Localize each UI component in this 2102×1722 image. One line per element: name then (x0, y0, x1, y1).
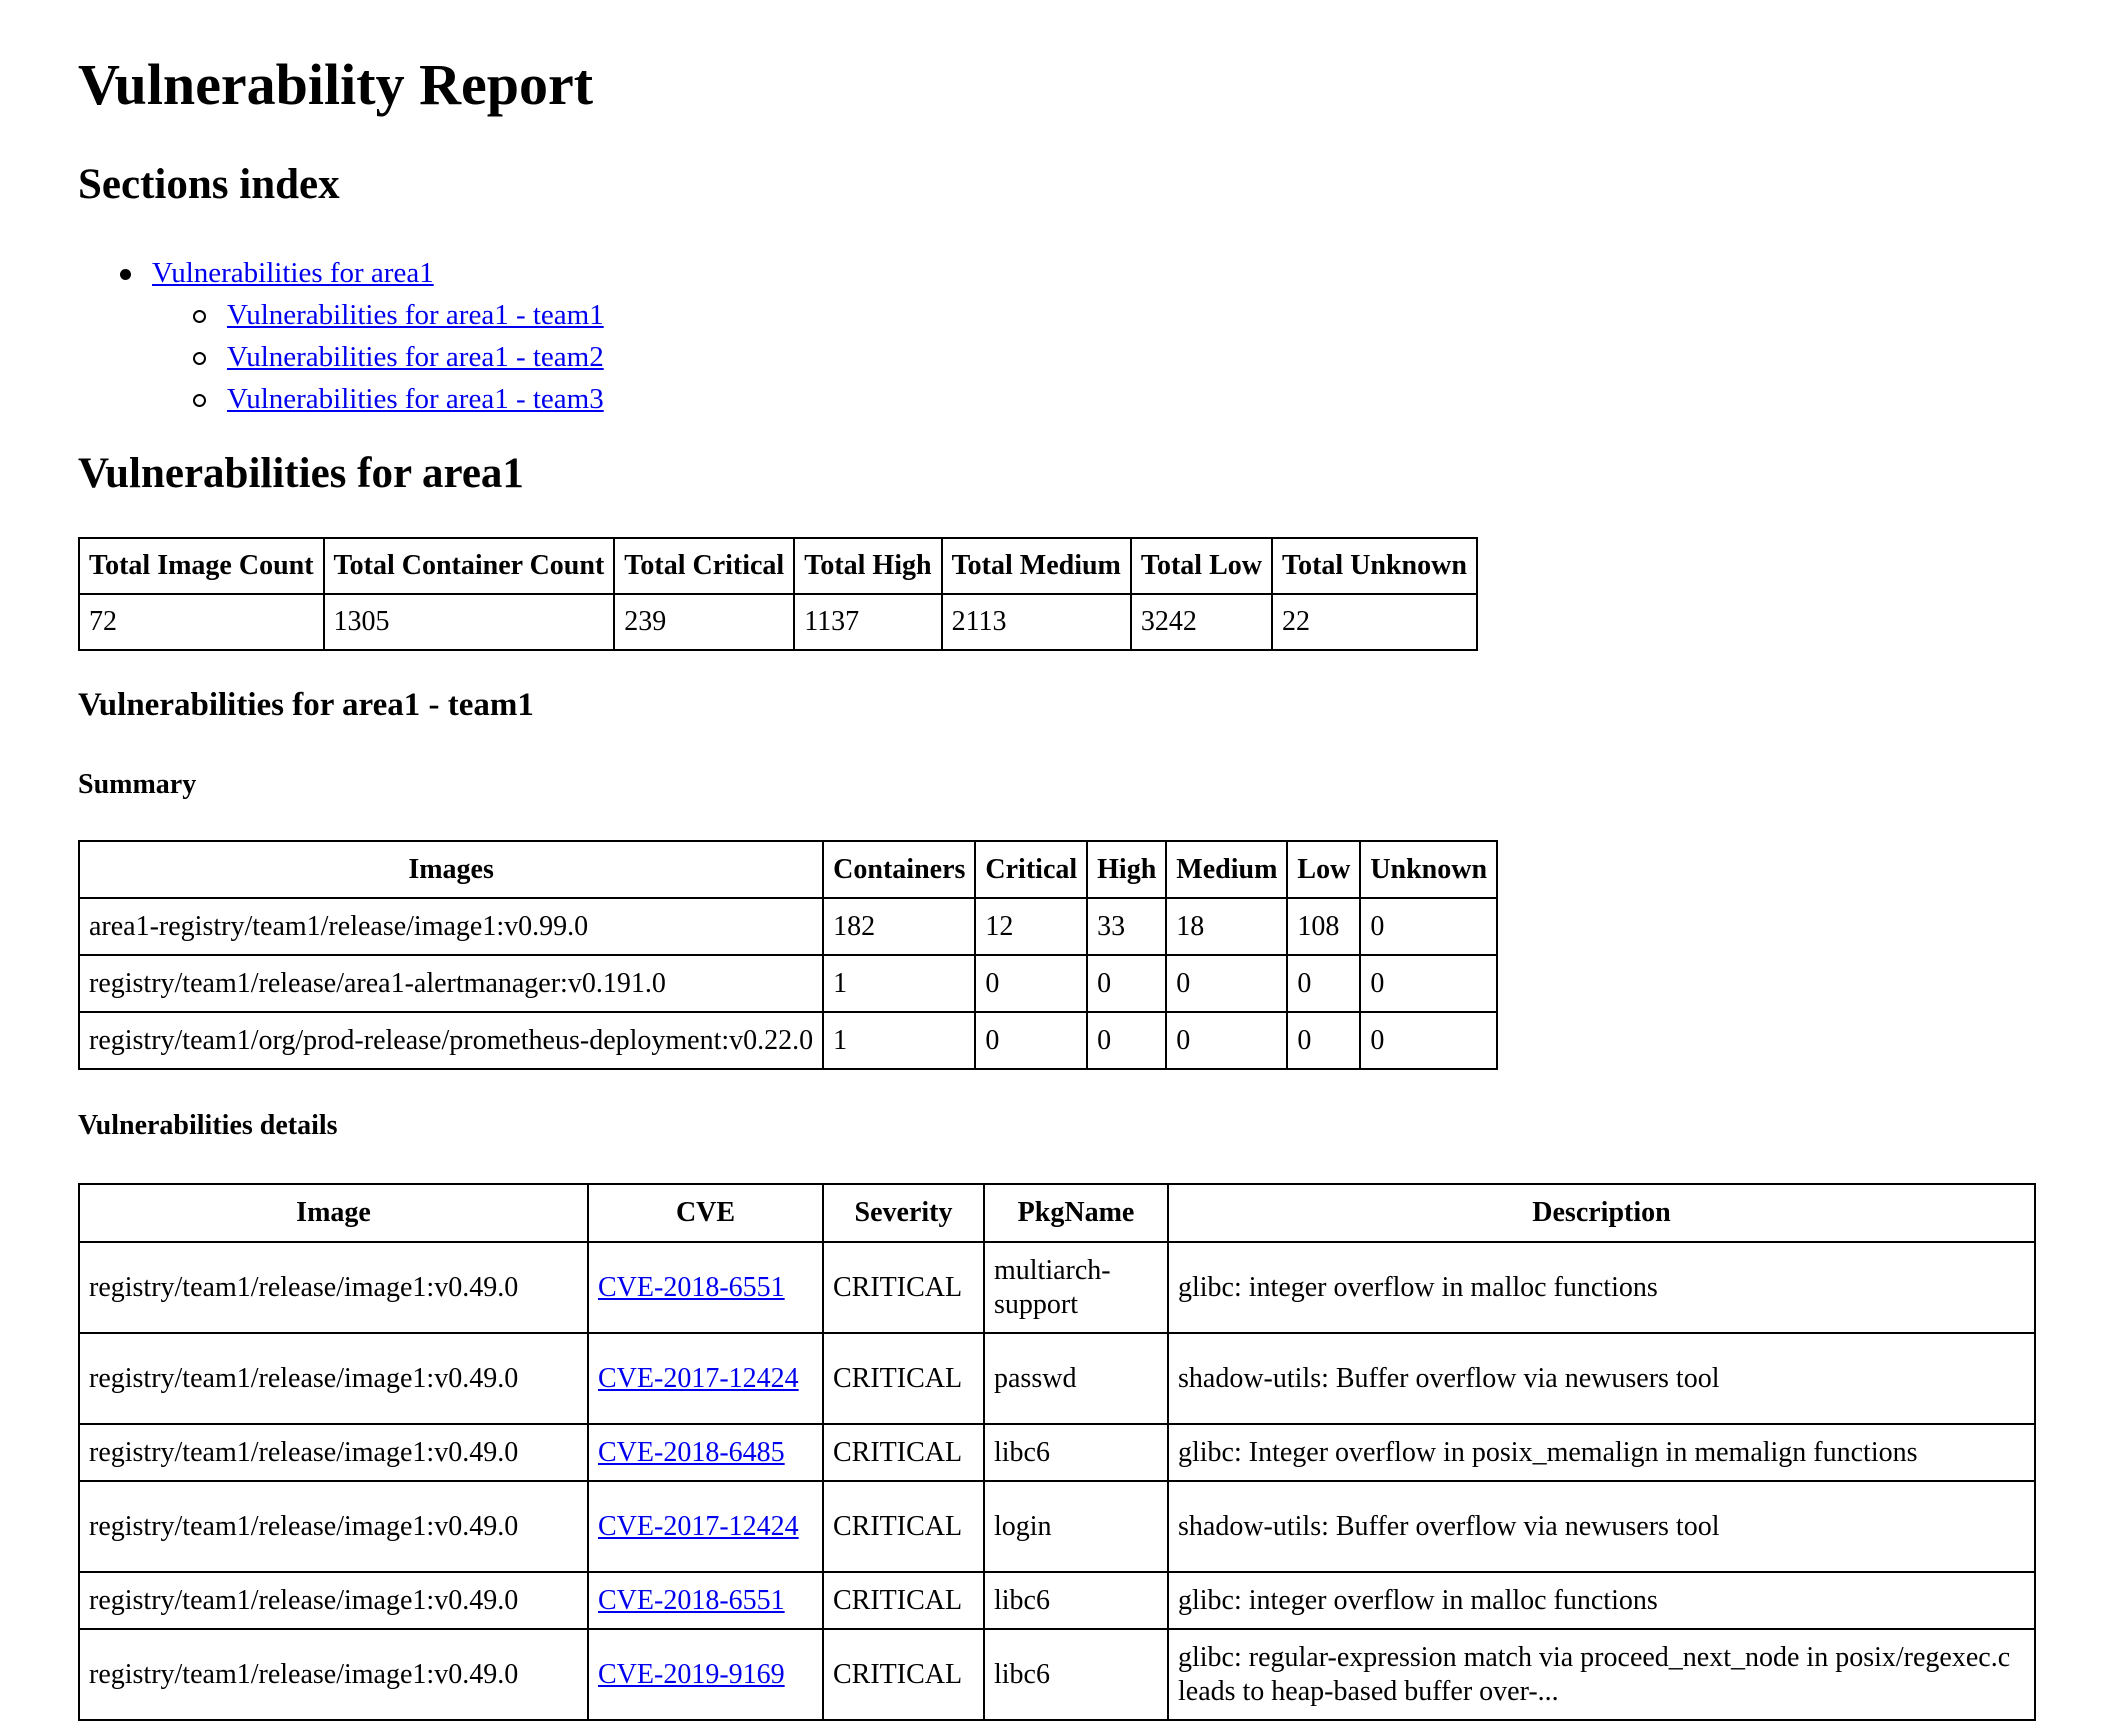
summary-cell: 0 (1360, 1012, 1497, 1069)
summary-header-cell: Critical (975, 841, 1087, 898)
detail-description-cell: shadow-utils: Buffer overflow via newusers tool (1168, 1333, 2035, 1424)
table-row (79, 1242, 2035, 1333)
summary-cell: area1-registry/team1/release/image1:v0.99.0 (79, 898, 823, 955)
detail-pkg-cell: libc6 (984, 1572, 1168, 1629)
summary-cell: 0 (1166, 1012, 1287, 1069)
detail-severity-cell: CRITICAL (823, 1333, 984, 1424)
detail-pkg-cell: login (984, 1481, 1168, 1572)
totals-value-cell: 239 (614, 594, 794, 650)
details-header-cell: Image (79, 1184, 588, 1242)
summary-cell: 33 (1087, 898, 1166, 955)
summary-row (79, 955, 1497, 1012)
team-heading: Vulnerabilities for area1 - team1 (78, 687, 534, 723)
details-header-cell: Description (1168, 1184, 2035, 1242)
totals-header-cell: Total Critical (614, 538, 794, 594)
index-item-area1 (78, 252, 604, 294)
details-header-cell: PkgName (984, 1184, 1168, 1242)
sections-index-heading: Sections index (78, 161, 340, 208)
totals-header-cell: Total Medium (942, 538, 1131, 594)
details-table (78, 1183, 2036, 1721)
table-row (79, 1629, 2035, 1720)
summary-cell: 1 (823, 955, 975, 1012)
detail-pkg-cell: libc6 (984, 1424, 1168, 1481)
summary-header-cell: Low (1287, 841, 1360, 898)
table-row (79, 1481, 2035, 1572)
index-link-area1-team1[interactable]: Vulnerabilities for area1 - team1 (227, 299, 604, 331)
summary-header-row (79, 841, 1497, 898)
table-row (79, 1424, 2035, 1481)
totals-value-cell: 1305 (324, 594, 615, 650)
index-item-area1-team2 (78, 336, 604, 378)
detail-image-cell: registry/team1/release/image1:v0.49.0 (79, 1629, 588, 1720)
totals-header-cell: Total Image Count (79, 538, 324, 594)
summary-cell: 1 (823, 1012, 975, 1069)
index-link-area1-team3[interactable]: Vulnerabilities for area1 - team3 (227, 383, 604, 415)
summary-cell: 0 (1360, 955, 1497, 1012)
detail-cve-cell (588, 1572, 823, 1629)
totals-value-cell: 72 (79, 594, 324, 650)
summary-header-cell: Unknown (1360, 841, 1497, 898)
table-row (79, 1572, 2035, 1629)
details-header-row (79, 1184, 2035, 1242)
detail-description-cell: glibc: integer overflow in malloc functions (1168, 1572, 2035, 1629)
table-row (79, 1333, 2035, 1424)
totals-header-cell: Total Low (1131, 538, 1272, 594)
index-link-area1[interactable]: Vulnerabilities for area1 (152, 257, 434, 289)
summary-table (78, 840, 1498, 1070)
summary-header-cell: Images (79, 841, 823, 898)
summary-cell: 18 (1166, 898, 1287, 955)
summary-cell: 108 (1287, 898, 1360, 955)
index-item-area1-team3 (78, 378, 604, 420)
summary-cell: 0 (1166, 955, 1287, 1012)
detail-description-cell: glibc: Integer overflow in posix_memalign in memalign functions (1168, 1424, 2035, 1481)
summary-cell: 0 (975, 1012, 1087, 1069)
detail-severity-cell: CRITICAL (823, 1242, 984, 1333)
summary-cell: 0 (1287, 955, 1360, 1012)
detail-description-cell: shadow-utils: Buffer overflow via newusers tool (1168, 1481, 2035, 1572)
details-header-cell: CVE (588, 1184, 823, 1242)
detail-pkg-cell: passwd (984, 1333, 1168, 1424)
detail-cve-cell (588, 1424, 823, 1481)
summary-header-cell: Containers (823, 841, 975, 898)
index-item-area1-team1 (78, 294, 604, 336)
detail-pkg-cell: multiarch-support (984, 1242, 1168, 1333)
summary-cell: 0 (1087, 955, 1166, 1012)
totals-header-cell: Total Container Count (324, 538, 615, 594)
summary-cell: registry/team1/release/area1-alertmanager:v0.191.0 (79, 955, 823, 1012)
detail-description-cell: glibc: integer overflow in malloc functions (1168, 1242, 2035, 1333)
detail-image-cell: registry/team1/release/image1:v0.49.0 (79, 1481, 588, 1572)
detail-cve-cell (588, 1242, 823, 1333)
detail-cve-cell (588, 1629, 823, 1720)
cve-link[interactable]: CVE-2019-9169 (598, 1658, 785, 1690)
totals-header-cell: Total High (794, 538, 941, 594)
detail-description-cell: glibc: regular-expression match via proceed_next_node in posix/regexec.c leads to heap-based buffer over-... (1168, 1629, 2035, 1720)
totals-value-row (79, 594, 1477, 650)
cve-link[interactable]: CVE-2017-12424 (598, 1510, 799, 1542)
summary-cell: 182 (823, 898, 975, 955)
detail-severity-cell: CRITICAL (823, 1629, 984, 1720)
totals-value-cell: 2113 (942, 594, 1131, 650)
cve-link[interactable]: CVE-2018-6551 (598, 1271, 785, 1303)
summary-heading: Summary (78, 769, 197, 800)
totals-value-cell: 22 (1272, 594, 1477, 650)
detail-severity-cell: CRITICAL (823, 1481, 984, 1572)
index-link-area1-team2[interactable]: Vulnerabilities for area1 - team2 (227, 341, 604, 373)
totals-value-cell: 1137 (794, 594, 941, 650)
totals-header-cell: Total Unknown (1272, 538, 1477, 594)
details-heading: Vulnerabilities details (78, 1110, 338, 1141)
area-heading: Vulnerabilities for area1 (78, 450, 524, 497)
summary-row (79, 1012, 1497, 1069)
summary-cell: 12 (975, 898, 1087, 955)
detail-cve-cell (588, 1481, 823, 1572)
detail-severity-cell: CRITICAL (823, 1424, 984, 1481)
summary-cell: 0 (1287, 1012, 1360, 1069)
summary-cell: 0 (1087, 1012, 1166, 1069)
detail-image-cell: registry/team1/release/image1:v0.49.0 (79, 1572, 588, 1629)
sections-index-list (78, 252, 604, 420)
cve-link[interactable]: CVE-2018-6551 (598, 1584, 785, 1616)
detail-image-cell: registry/team1/release/image1:v0.49.0 (79, 1242, 588, 1333)
detail-image-cell: registry/team1/release/image1:v0.49.0 (79, 1333, 588, 1424)
details-header-cell: Severity (823, 1184, 984, 1242)
summary-cell: registry/team1/org/prod-release/prometheus-deployment:v0.22.0 (79, 1012, 823, 1069)
cve-link[interactable]: CVE-2017-12424 (598, 1362, 799, 1394)
totals-value-cell: 3242 (1131, 594, 1272, 650)
cve-link[interactable]: CVE-2018-6485 (598, 1436, 785, 1468)
summary-row (79, 898, 1497, 955)
summary-cell: 0 (1360, 898, 1497, 955)
totals-header-row (79, 538, 1477, 594)
area-totals-table (78, 537, 1478, 651)
detail-pkg-cell: libc6 (984, 1629, 1168, 1720)
page-title: Vulnerability Report (78, 52, 594, 117)
detail-cve-cell (588, 1333, 823, 1424)
summary-header-cell: High (1087, 841, 1166, 898)
summary-header-cell: Medium (1166, 841, 1287, 898)
detail-severity-cell: CRITICAL (823, 1572, 984, 1629)
summary-cell: 0 (975, 955, 1087, 1012)
detail-image-cell: registry/team1/release/image1:v0.49.0 (79, 1424, 588, 1481)
